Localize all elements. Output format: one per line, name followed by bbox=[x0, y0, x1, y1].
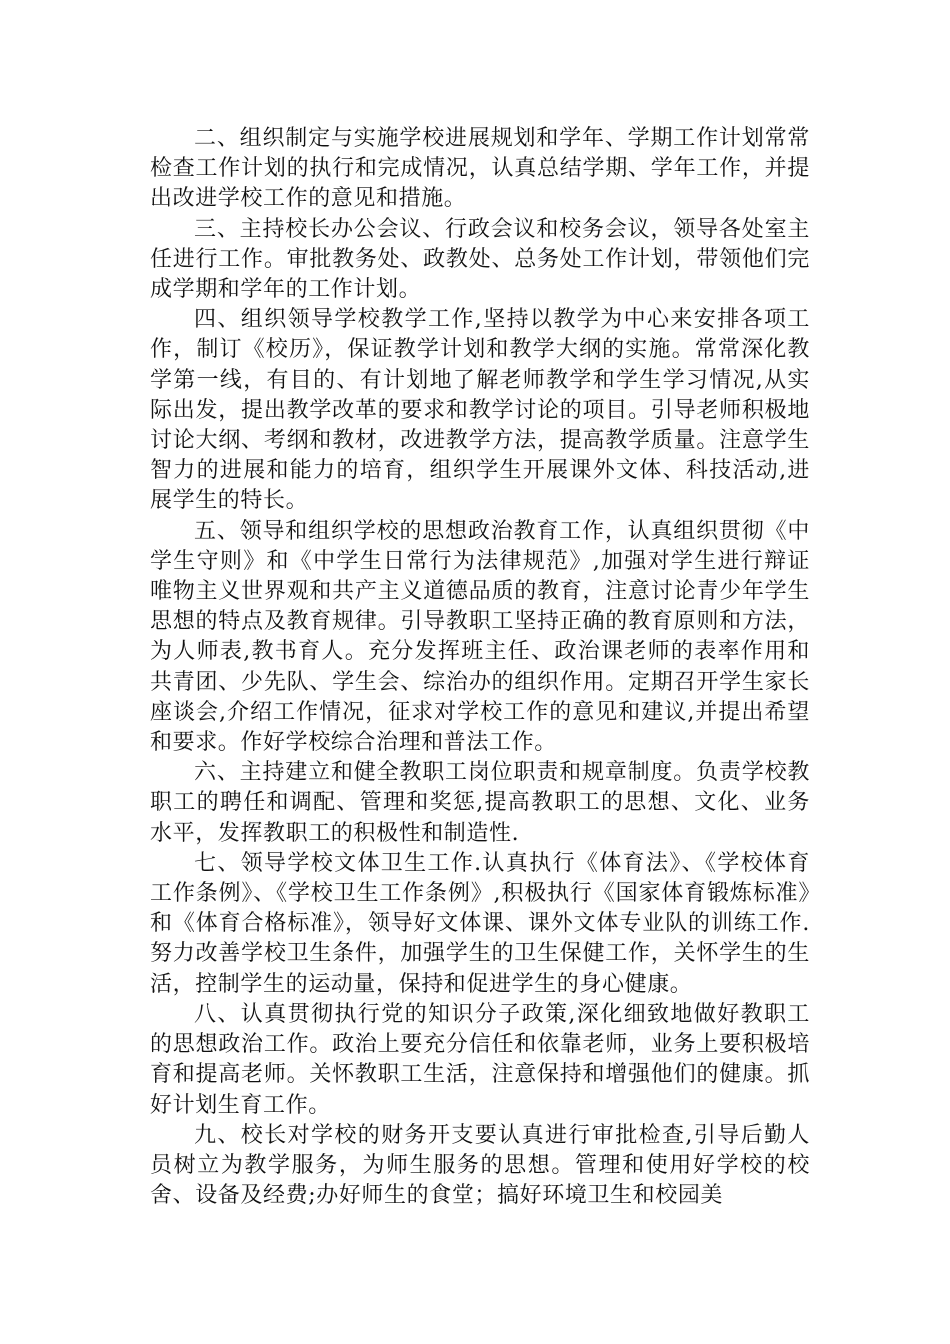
paragraph-section-9: 九、校长对学校的财务开支要认真进行审批检查,引导后勤人员树立为教学服务，为师生服务的思想。管理和使用好学校的校舍、设备及经费;办好师生的食堂；搞好环境卫生和校园美 bbox=[150, 1122, 810, 1209]
document-body bbox=[150, 124, 810, 1211]
paragraph-section-6: 六、主持建立和健全教职工岗位职责和规章制度。负责学校教职工的聘任和调配、管理和奖惩,提高教职工的思想、文化、业务水平，发挥教职工的积极性和制造性. bbox=[150, 760, 810, 846]
paragraph-section-3: 三、主持校长办公会议、行政会议和校务会议，领导各处室主任进行工作。审批教务处、政教处、总务处工作计划，带领他们完成学期和学年的工作计划。 bbox=[150, 216, 810, 303]
paragraph-section-8: 八、认真贯彻执行党的知识分子政策,深化细致地做好教职工的思想政治工作。政治上要充分信任和依靠老师，业务上要积极培育和提高老师。关怀教职工生活，注意保持和增强他们的健康。抓好计划生育工作。 bbox=[150, 1001, 810, 1118]
paragraph-section-7: 七、领导学校文体卫生工作.认真执行《体育法》、《学校体育工作条例》、《学校卫生工作条例》,积极执行《国家体育锻炼标准》和《体育合格标准》，领导好文体课、课外文体专业队的训练工作.努力改善学校卫生条件，加强学生的卫生保健工作，关怀学生的生活，控制学生的运动量，保持和促进学生的身心健康。 bbox=[150, 850, 810, 997]
paragraph-section-4: 四、组织领导学校教学工作,坚持以教学为中心来安排各项工作，制订《校历》，保证教学计划和教学大纲的实施。常常深化教学第一线，有目的、有计划地了解老师教学和学生学习情况,从实际出发，提出教学改革的要求和教学讨论的项目。引导老师积极地讨论大纲、考纲和教材，改进教学方法，提高教学质量。注意学生智力的进展和能力的培育，组织学生开展课外文体、科技活动,进展学生的特长。 bbox=[150, 307, 810, 514]
paragraph-section-2: 二、组织制定与实施学校进展规划和学年、学期工作计划常常检查工作计划的执行和完成情况，认真总结学期、学年工作，并提出改进学校工作的意见和措施。 bbox=[150, 126, 810, 212]
paragraph-section-5: 五、领导和组织学校的思想政治教育工作，认真组织贯彻《中学生守则》和《中学生日常行为法律规范》,加强对学生进行辩证唯物主义世界观和共产主义道德品质的教育，注意讨论青少年学生思想的特点及教育规律。引导教职工坚持正确的教育原则和方法，为人师表,教书育人。充分发挥班主任、政治课老师的表率作用和共青团、少先队、学生会、综治办的组织作用。定期召开学生家长座谈会,介绍工作情况，征求对学校工作的意见和建议,并提出希望和要求。作好学校综合治理和普法工作。 bbox=[150, 518, 810, 756]
